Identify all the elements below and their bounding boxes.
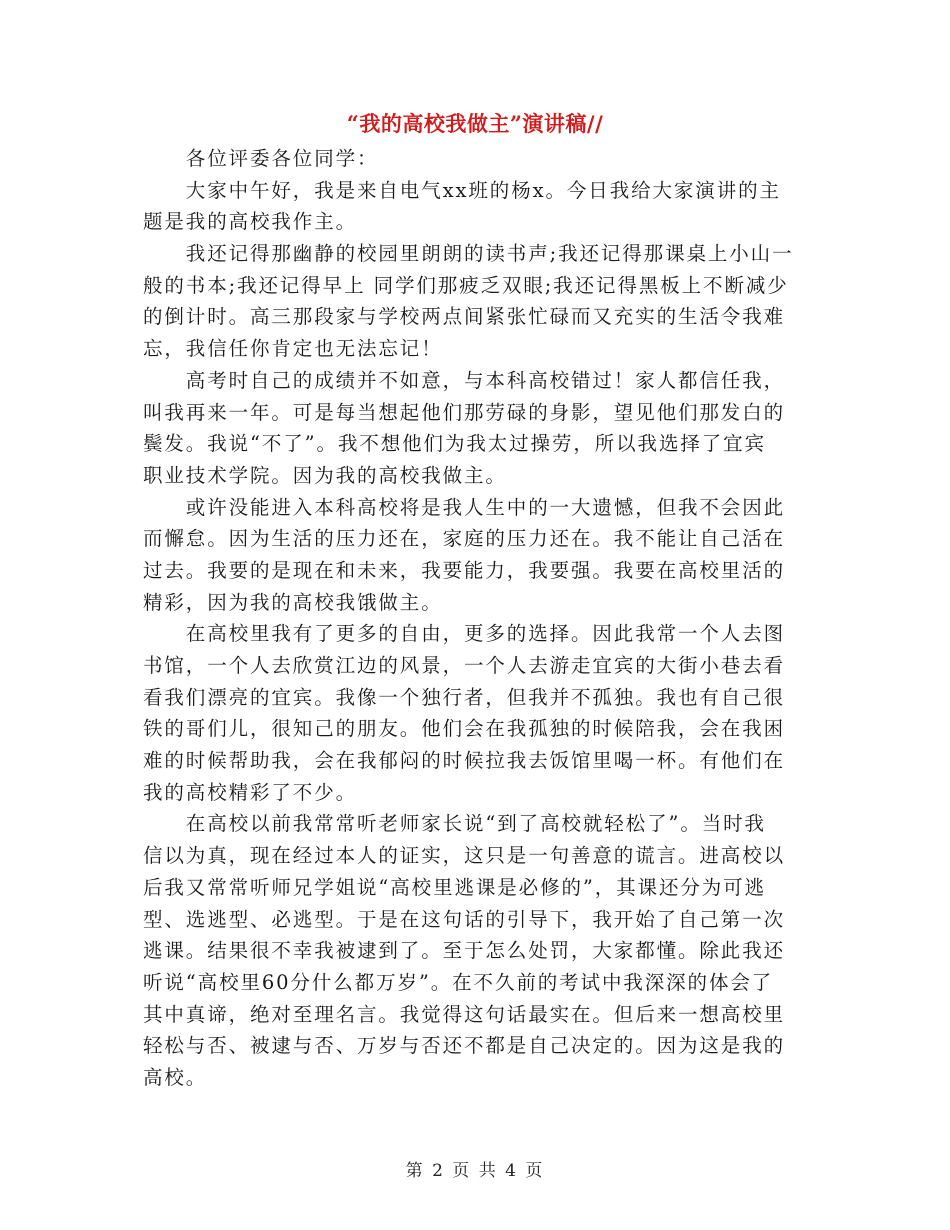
text-line: 大家中午好，我是来自电气xx班的杨x。今日我给大家演讲的主	[143, 178, 781, 202]
text-line: 信以为真，现在经过本人的证实，这只是一句善意的谎言。进高校以	[143, 844, 786, 868]
text-line: 高校。	[143, 1065, 208, 1089]
text-line: 而懈怠。因为生活的压力还在，家庭的压力还在。我不能让自己活在	[143, 527, 786, 551]
text-line: 在高校里我有了更多的自由，更多的选择。因此我常一个人去图	[143, 622, 786, 646]
text-line: 听说“高校里60分什么都万岁”。在不久前的考试中我深深的体会了	[143, 970, 774, 994]
paragraph	[143, 175, 807, 238]
text-line: 或许没能进入本科高校将是我人生中的一大遗憾，但我不会因此	[143, 495, 786, 519]
text-line: 型、选逃型、必逃型。于是在这句话的引导下，我开始了自己第一次	[143, 907, 786, 931]
text-line: 逃课。结果很不幸我被逮到了。至于怎么处罚，大家都懂。除此我还	[143, 939, 786, 963]
text-line: 书馆，一个人去欣赏江边的风景，一个人去游走宜宾的大街小巷去看	[143, 654, 786, 677]
paragraph	[143, 492, 807, 619]
text-line: 铁的哥们儿，很知己的朋友。他们会在我孤独的时候陪我，会在我困	[143, 717, 786, 741]
text-line: 看我们漂亮的宜宾。我像一个独行者，但我并不孤独。我也有自己很	[143, 685, 786, 709]
text-line: 各位评委各位同学：	[143, 147, 379, 170]
text-line: 后我又常常听师兄学姐说“高校里逃课是必修的”，其课还分为可逃	[143, 875, 766, 899]
text-line: 职业技术学院。因为我的高校我做主。	[143, 463, 507, 487]
text-line: 在高校以前我常常听老师家长说“到了高校就轻松了”。当时我	[143, 812, 766, 836]
text-line: 我还记得那幽静的校园里朗朗的读书声;我还记得那课桌上小山一	[143, 242, 794, 266]
paragraph	[143, 143, 807, 175]
text-line: 过去。我要的是现在和未来，我要能力，我要强。我要在高校里活的	[143, 558, 786, 582]
text-line: 般的书本;我还记得早上 同学们那疲乏双眼;我还记得黑板上不断减少	[143, 273, 789, 297]
text-line: 忘，我信任你肯定也无法忘记！	[143, 337, 443, 361]
text-line: 我的高校精彩了不少。	[143, 780, 358, 804]
text-line: 其中真谛，绝对至理名言。我觉得这句话最实在。但后来一想高校里	[143, 1002, 786, 1026]
text-line: 鬓发。我说“不了”。我不想他们为我太过操劳，所以我选择了宜宾	[143, 432, 766, 456]
document-title: “我的高校我做主”演讲稿//	[346, 111, 604, 136]
text-line: 题是我的高校我作主。	[143, 210, 358, 234]
paragraph	[143, 808, 807, 1093]
document-body	[143, 143, 807, 1094]
text-line: 的倒计时。高三那段家与学校两点间紧张忙碌而又充实的生活令我难	[143, 305, 786, 329]
page-footer: 第 2 页 共 4 页	[405, 1161, 545, 1181]
text-line: 轻松与否、被逮与否、万岁与否还不都是自己决定的。因为这是我的	[143, 1034, 786, 1058]
text-line: 精彩，因为我的高校我饿做主。	[143, 590, 443, 614]
paragraph	[143, 238, 807, 365]
paragraph	[143, 618, 807, 808]
paragraph	[143, 365, 807, 492]
text-line: 叫我再来一年。可是每当想起他们那劳碌的身影，望见他们那发白的	[143, 400, 786, 424]
text-line: 难的时候帮助我，会在我郁闷的时候拉我去饭馆里喝一杯。有他们在	[143, 749, 786, 773]
text-line: 高考时自己的成绩并不如意，与本科高校错过！家人都信任我，	[143, 368, 786, 392]
